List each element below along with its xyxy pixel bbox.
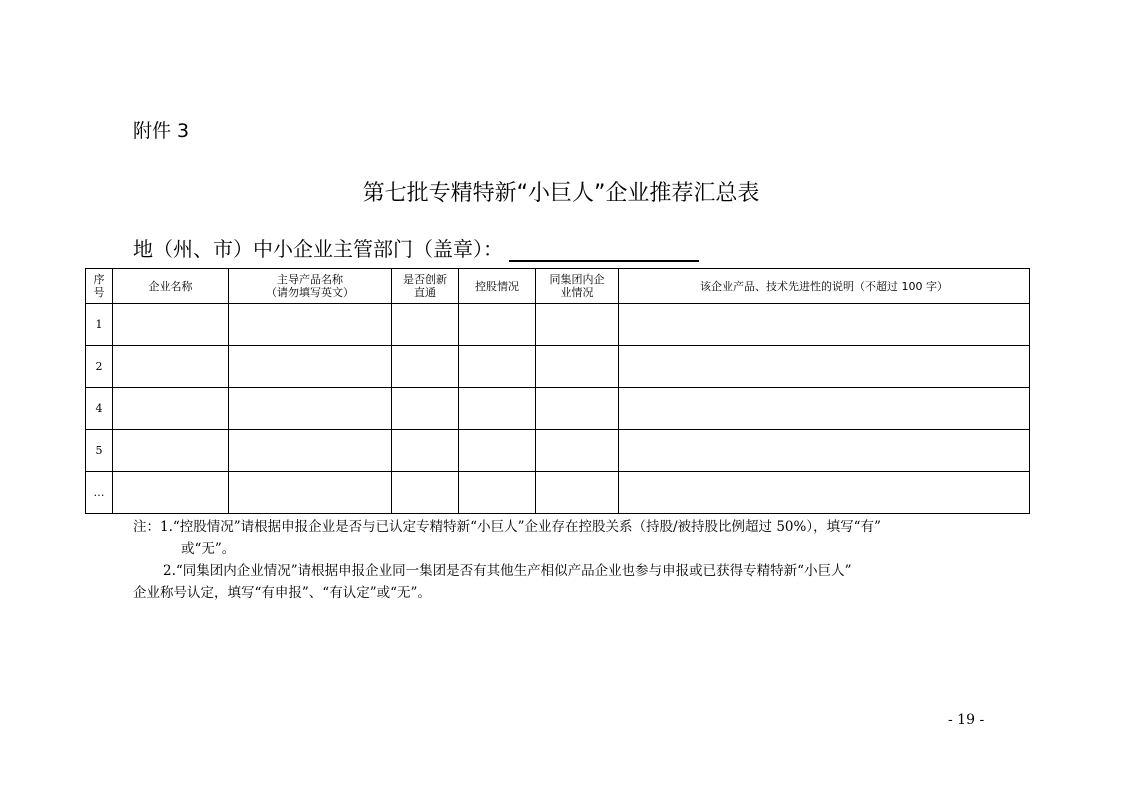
header-innovation: 是否创新 直通 (392, 269, 459, 304)
page-number: - 19 - (948, 712, 985, 728)
note-2-line-2: 企业称号认定，填写“有申报”、“有认定”或“无”。 (133, 585, 431, 601)
note-1-line-1: 注：1.“控股情况”请根据申报企业是否与已认定专精特新“小巨人”企业存在控股关系（持股/被持股比例超过 50%），填写“有” (133, 519, 881, 535)
seal-blank-line (509, 238, 699, 262)
cell-innovation[interactable] (392, 472, 459, 514)
cell-company-name[interactable] (113, 304, 229, 346)
table-row (86, 388, 1030, 430)
header-description: 该企业产品、技术先进性的说明（不超过 100 字） (619, 269, 1030, 304)
note-2-line-1: 2.“同集团内企业情况”请根据申报企业同一集团是否有其他生产相似产品企业也参与申报或已获得专精特新“小巨人” (163, 563, 852, 579)
department-label: 地（州、市）中小企业主管部门（盖章）： (133, 237, 503, 261)
cell-holding[interactable] (459, 346, 536, 388)
cell-main-product[interactable] (229, 430, 392, 472)
cell-group[interactable] (536, 304, 619, 346)
cell-description[interactable] (619, 430, 1030, 472)
cell-description[interactable] (619, 346, 1030, 388)
cell-group[interactable] (536, 472, 619, 514)
cell-innovation[interactable] (392, 346, 459, 388)
cell-company-name[interactable] (113, 346, 229, 388)
cell-company-name[interactable] (113, 388, 229, 430)
cell-innovation[interactable] (392, 304, 459, 346)
header-main-product: 主导产品名称 （请勿填写英文） (229, 269, 392, 304)
cell-main-product[interactable] (229, 304, 392, 346)
header-holding: 控股情况 (459, 269, 536, 304)
cell-holding[interactable] (459, 430, 536, 472)
table-row (86, 346, 1030, 388)
header-group: 同集团内企 业情况 (536, 269, 619, 304)
row-seq: 5 (86, 430, 113, 472)
department-line (133, 233, 699, 262)
row-seq: 1 (86, 304, 113, 346)
cell-group[interactable] (536, 388, 619, 430)
row-seq: 4 (86, 388, 113, 430)
table-row (86, 304, 1030, 346)
attachment-label: 附件 3 (133, 120, 190, 142)
table-row (86, 430, 1030, 472)
table-row (86, 472, 1030, 514)
cell-company-name[interactable] (113, 472, 229, 514)
cell-description[interactable] (619, 304, 1030, 346)
cell-main-product[interactable] (229, 472, 392, 514)
cell-main-product[interactable] (229, 388, 392, 430)
cell-company-name[interactable] (113, 430, 229, 472)
cell-group[interactable] (536, 430, 619, 472)
summary-table (85, 268, 1030, 514)
cell-holding[interactable] (459, 472, 536, 514)
table-header-row (86, 269, 1030, 304)
cell-main-product[interactable] (229, 346, 392, 388)
row-seq: 2 (86, 346, 113, 388)
cell-description[interactable] (619, 388, 1030, 430)
row-seq: … (86, 472, 113, 514)
cell-description[interactable] (619, 472, 1030, 514)
notes-section (133, 516, 1003, 604)
cell-innovation[interactable] (392, 430, 459, 472)
cell-holding[interactable] (459, 304, 536, 346)
note-1-line-2: 或“无”。 (181, 541, 236, 557)
cell-innovation[interactable] (392, 388, 459, 430)
cell-group[interactable] (536, 346, 619, 388)
header-company-name: 企业名称 (113, 269, 229, 304)
cell-holding[interactable] (459, 388, 536, 430)
page-title: 第七批专精特新“小巨人”企业推荐汇总表 (362, 181, 760, 206)
header-seq: 序 号 (86, 269, 113, 304)
